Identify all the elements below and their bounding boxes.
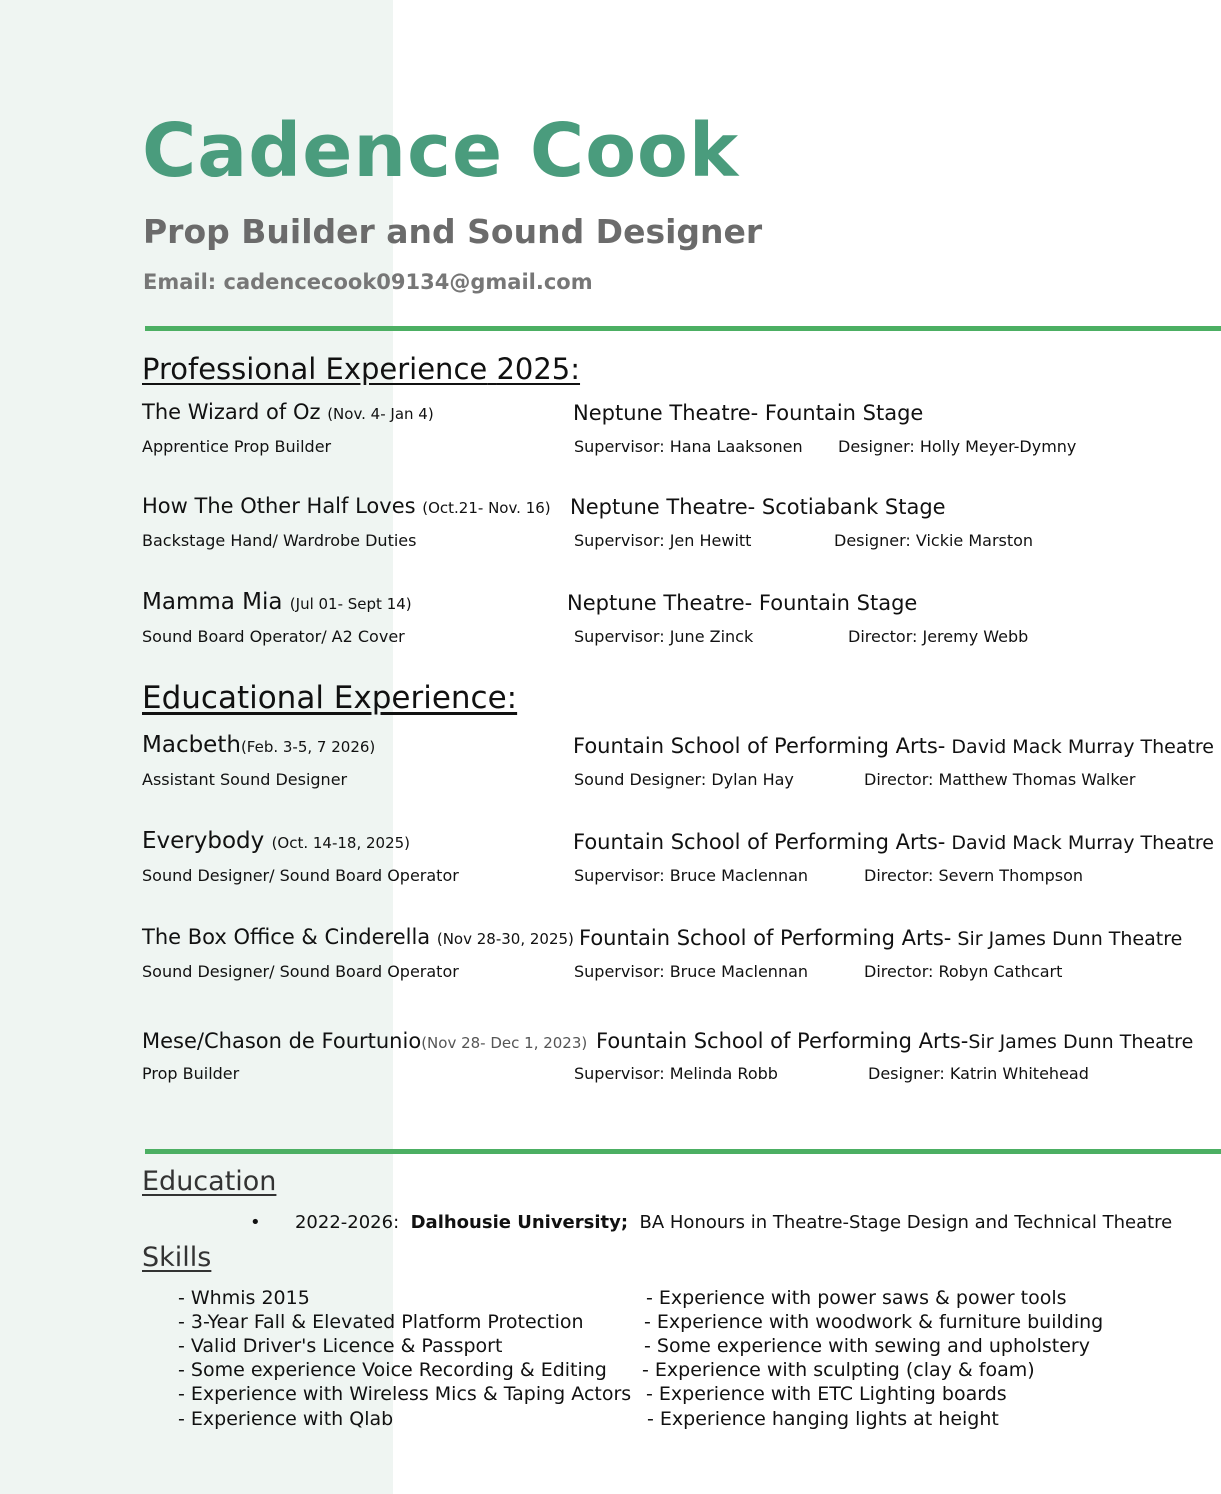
education-school: Dalhousie University; [410, 1212, 629, 1233]
education-heading: Education [142, 1166, 277, 1197]
skill-item: - Experience with Qlab [178, 1408, 394, 1430]
venue-school: Fountain School of Performing Arts- [579, 926, 952, 950]
project-title [142, 925, 574, 949]
project-role: Sound Designer/ Sound Board Operator [142, 866, 459, 885]
skill-item: - Some experience Voice Recording & Editing [178, 1359, 607, 1381]
skill-item: - Some experience with sewing and upholstery [644, 1335, 1090, 1357]
project-credit: Sound Designer: Dylan Hay [574, 770, 794, 789]
project-credit: Designer: Holly Meyer-Dymny [838, 437, 1077, 456]
venue-theatre: David Mack Murray Theatre [945, 736, 1215, 758]
skill-item: - 3-Year Fall & Elevated Platform Protection [178, 1311, 584, 1333]
education-entry [250, 1212, 1172, 1233]
project-credit: Supervisor: Melinda Robb [574, 1064, 778, 1083]
project-title [142, 732, 375, 758]
project-venue: Neptune Theatre- Fountain Stage [567, 591, 918, 615]
skill-item: - Experience with Wireless Mics & Taping Actors [178, 1383, 632, 1405]
project-credit: Designer: Vickie Marston [834, 531, 1034, 550]
resume-subtitle: Prop Builder and Sound Designer [143, 212, 763, 251]
resume-name: Cadence Cook [142, 108, 740, 194]
project-dates: (Nov. 4- Jan 4) [327, 405, 434, 423]
project-credit: Supervisor: June Zinck [574, 627, 754, 646]
venue-theatre: Sir James Dunn Theatre [951, 928, 1183, 950]
divider [145, 1149, 1221, 1154]
venue-theatre: David Mack Murray Theatre [945, 832, 1215, 854]
skills-heading: Skills [142, 1242, 212, 1273]
skill-item: - Experience with sculpting (clay & foam) [642, 1359, 1035, 1381]
contact-email: Email: cadencecook09134@gmail.com [143, 270, 593, 294]
skill-item: - Experience with ETC Lighting boards [646, 1383, 1007, 1405]
project-credit: Supervisor: Bruce Maclennan [574, 962, 809, 981]
project-dates: (Oct.21- Nov. 16) [422, 499, 551, 517]
skill-item: - Whmis 2015 [178, 1287, 310, 1309]
project-credit: Supervisor: Hana Laaksonen [574, 437, 803, 456]
venue-school: Fountain School of Performing Arts- [573, 734, 946, 758]
project-venue [573, 830, 1214, 854]
project-title-text: Macbeth [142, 732, 241, 758]
project-role: Apprentice Prop Builder [142, 437, 332, 456]
project-role: Prop Builder [142, 1064, 240, 1083]
project-dates: (Jul 01- Sept 14) [289, 595, 412, 613]
educational-heading: Educational Experience: [142, 680, 518, 716]
project-venue [573, 734, 1214, 758]
project-credit: Director: Jeremy Webb [848, 627, 1029, 646]
skill-item: - Experience with woodwork & furniture building [644, 1311, 1104, 1333]
professional-heading-year: 2025: [496, 352, 581, 386]
project-dates: (Feb. 3-5, 7 2026) [240, 738, 376, 756]
project-dates: (Oct. 14-18, 2025) [271, 834, 411, 852]
project-title-text: The Wizard of Oz [142, 400, 321, 424]
project-role: Backstage Hand/ Wardrobe Duties [142, 531, 417, 550]
project-title [142, 400, 434, 424]
project-credit: Director: Severn Thompson [864, 866, 1084, 885]
skill-item: - Experience with power saws & power tools [646, 1287, 1067, 1309]
project-venue: Neptune Theatre- Fountain Stage [573, 401, 924, 425]
project-venue [596, 1029, 1193, 1053]
project-title-text: Everybody [142, 828, 265, 854]
venue-school: Fountain School of Performing Arts- [573, 830, 946, 854]
project-title [142, 1029, 587, 1053]
education-degree: BA Honours in Theatre-Stage Design and Technical Theatre [639, 1212, 1173, 1233]
project-title-text: The Box Office & Cinderella [142, 925, 431, 949]
project-credit: Director: Matthew Thomas Walker [864, 770, 1136, 789]
skill-item: - Valid Driver's Licence & Passport [178, 1335, 503, 1357]
professional-heading [142, 352, 580, 386]
project-venue [579, 926, 1182, 950]
professional-heading-text: Professional Experience [142, 352, 488, 386]
project-title-text: Mese/Chason de Fourtunio [142, 1029, 422, 1053]
skill-item: - Experience hanging lights at height [647, 1408, 999, 1430]
project-title [142, 589, 412, 615]
venue-theatre: Sir James Dunn Theatre [968, 1031, 1194, 1053]
project-credit: Designer: Katrin Whitehead [868, 1064, 1089, 1083]
education-years: 2022-2026: [294, 1212, 400, 1233]
project-role: Assistant Sound Designer [142, 770, 348, 789]
project-credit: Supervisor: Jen Hewitt [574, 531, 752, 550]
project-dates: (Nov 28- Dec 1, 2023) [421, 1034, 588, 1052]
venue-school: Fountain School of Performing Arts- [596, 1029, 969, 1053]
project-title [142, 494, 551, 518]
divider [145, 326, 1221, 331]
project-title [142, 828, 410, 854]
project-dates: (Nov 28-30, 2025) [436, 930, 574, 948]
project-credit: Director: Robyn Cathcart [864, 962, 1063, 981]
project-title-text: Mamma Mia [142, 589, 283, 615]
bullet: • [250, 1212, 261, 1233]
project-role: Sound Designer/ Sound Board Operator [142, 962, 459, 981]
project-role: Sound Board Operator/ A2 Cover [142, 627, 405, 646]
project-venue: Neptune Theatre- Scotiabank Stage [570, 495, 946, 519]
project-title-text: How The Other Half Loves [142, 494, 416, 518]
project-credit: Supervisor: Bruce Maclennan [574, 866, 809, 885]
